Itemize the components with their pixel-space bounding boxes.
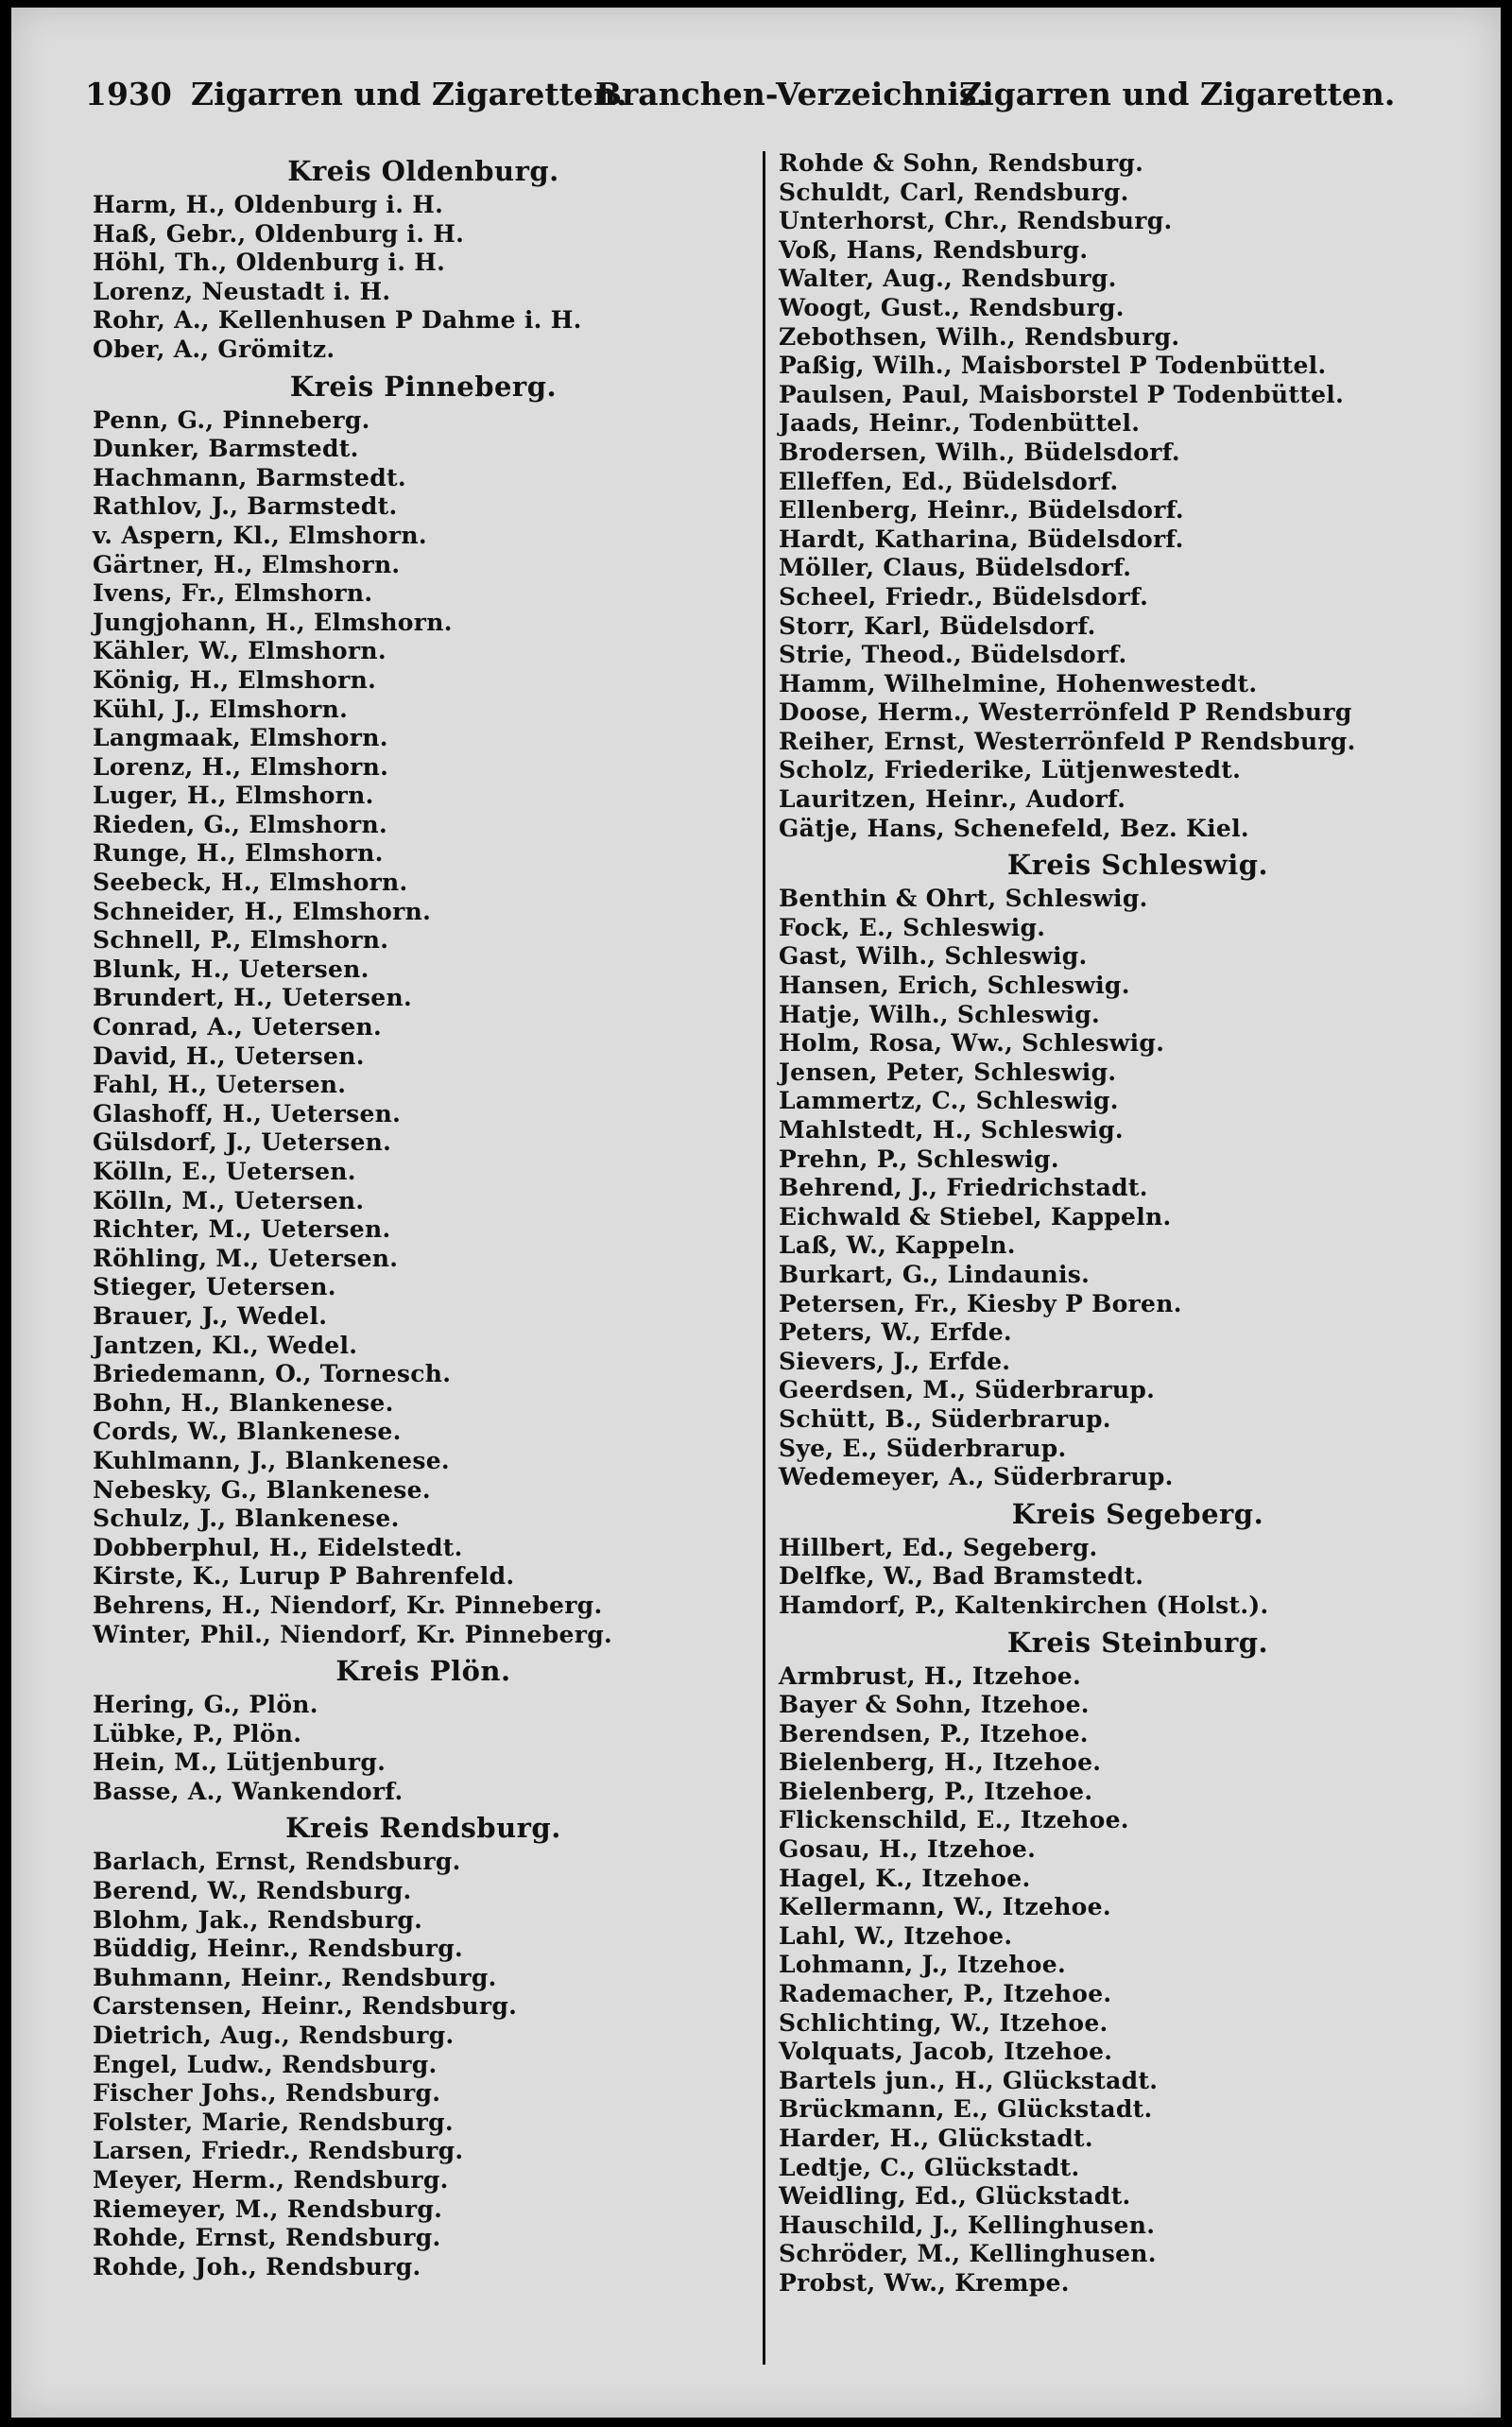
directory-entry: Burkart, G., Lindaunis. — [779, 1260, 1091, 1288]
directory-entry: Flickenschild, E., Itzehoe. — [779, 1806, 1129, 1834]
directory-entry: Röhling, M., Uetersen. — [93, 1244, 399, 1272]
directory-entry: Hachmann, Barmstedt. — [93, 463, 406, 491]
directory-entry: Lauritzen, Heinr., Audorf. — [779, 785, 1126, 814]
directory-entry: Hillbert, Ed., Segeberg. — [779, 1533, 1098, 1561]
directory-entry: Petersen, Fr., Kiesby P Boren. — [779, 1289, 1182, 1317]
directory-entry: Ivens, Fr., Elmshorn. — [93, 579, 373, 608]
directory-entry: Buhmann, Heinr., Rendsburg. — [93, 1963, 497, 1991]
directory-entry: Richter, M., Uetersen. — [93, 1215, 391, 1244]
directory-entry: Hauschild, J., Kellinghusen. — [779, 2211, 1156, 2239]
directory-entry: Rathlov, J., Barmstedt. — [93, 492, 398, 521]
directory-entry: Doose, Herm., Westerrönfeld P Rendsburg — [779, 698, 1352, 727]
district-heading: Kreis Steinburg. — [1006, 1626, 1269, 1659]
directory-entry: Bartels jun., H., Glückstadt. — [779, 2066, 1159, 2094]
directory-entry: Unterhorst, Chr., Rendsburg. — [779, 207, 1173, 235]
directory-entry: Kellermann, W., Itzehoe. — [779, 1893, 1111, 1921]
directory-entry: Eichwald & Stiebel, Kappeln. — [779, 1202, 1172, 1231]
directory-entry: Lübke, P., Plön. — [93, 1719, 302, 1747]
directory-entry: Paulsen, Paul, Maisborstel P Todenbüttel. — [779, 380, 1345, 408]
right-column — [779, 149, 1497, 2298]
directory-entry: Kölln, M., Uetersen. — [93, 1186, 365, 1214]
directory-entry: Geerdsen, M., Süderbrarup. — [779, 1376, 1156, 1404]
directory-entry: Sye, E., Süderbrarup. — [779, 1434, 1067, 1462]
directory-entry: Gülsdorf, J., Uetersen. — [93, 1128, 392, 1157]
directory-entry: Lohmann, J., Itzehoe. — [779, 1951, 1066, 1979]
directory-entry: Schnell, P., Elmshorn. — [93, 926, 389, 955]
district-section — [93, 155, 754, 365]
directory-entry: Kühl, J., Elmshorn. — [93, 695, 349, 723]
directory-entry: Paßig, Wilh., Maisborstel P Todenbüttel. — [779, 352, 1327, 380]
directory-entry: Prehn, P., Schleswig. — [779, 1145, 1059, 1173]
directory-entry: Luger, H., Elmshorn. — [93, 782, 374, 810]
directory-entry: Hamdorf, P., Kaltenkirchen (Holst.). — [779, 1591, 1269, 1619]
directory-entry: Zebothsen, Wilh., Rendsburg. — [779, 322, 1180, 351]
directory-entry: Scheel, Friedr., Büdelsdorf. — [779, 582, 1149, 611]
directory-entry: Cords, W., Blankenese. — [93, 1418, 402, 1446]
district-heading: Kreis Pinneberg. — [289, 370, 558, 403]
district-section — [779, 1627, 1497, 2298]
directory-entry: Voß, Hans, Rendsburg. — [779, 235, 1089, 264]
directory-entry: Lorenz, H., Elmshorn. — [93, 752, 389, 781]
directory-entry: Bielenberg, P., Itzehoe. — [779, 1777, 1093, 1805]
directory-entry: Gosau, H., Itzehoe. — [779, 1835, 1037, 1864]
directory-entry: Peters, W., Erfde. — [779, 1318, 1012, 1347]
directory-entry: Rohde, Joh., Rendsburg. — [93, 2252, 421, 2281]
directory-entry: Basse, A., Wankendorf. — [93, 1777, 404, 1805]
directory-entry: Rieden, G., Elmshorn. — [93, 810, 388, 838]
directory-entry: Volquats, Jacob, Itzehoe. — [779, 2038, 1113, 2066]
directory-entry: Fahl, H., Uetersen. — [93, 1071, 347, 1099]
directory-entry: Engel, Ludw., Rendsburg. — [93, 2050, 438, 2078]
directory-entry: Jungjohann, H., Elmshorn. — [93, 608, 453, 636]
column-divider — [763, 151, 765, 2365]
directory-entry: Reiher, Ernst, Westerrönfeld P Rendsburg. — [779, 727, 1356, 755]
directory-entry: v. Aspern, Kl., Elmshorn. — [93, 521, 427, 549]
directory-entry: Runge, H., Elmshorn. — [93, 839, 384, 868]
directory-entry: Penn, G., Pinneberg. — [93, 405, 370, 434]
directory-entry: Jantzen, Kl., Wedel. — [93, 1331, 358, 1359]
directory-entry: Schröder, M., Kellinghusen. — [779, 2240, 1157, 2268]
directory-entry: Bielenberg, H., Itzehoe. — [779, 1748, 1102, 1777]
directory-entry: Ellenberg, Heinr., Büdelsdorf. — [779, 496, 1184, 525]
directory-entry: Meyer, Herm., Rendsburg. — [93, 2166, 449, 2194]
directory-entry: Lammertz, C., Schleswig. — [779, 1087, 1119, 1115]
directory-entry: Harm, H., Oldenburg i. H. — [93, 191, 444, 218]
header-center-title: Branchen-Verzeichnis. — [595, 76, 988, 112]
directory-entry: Ober, A., Grömitz. — [93, 335, 335, 363]
directory-entry: Benthin & Ohrt, Schleswig. — [779, 885, 1148, 913]
directory-entry: Seebeck, H., Elmshorn. — [93, 869, 408, 897]
directory-entry: Schütt, B., Süderbrarup. — [779, 1404, 1111, 1433]
directory-entry: Langmaak, Elmshorn. — [93, 724, 388, 752]
directory-entry: Hering, G., Plön. — [93, 1691, 318, 1719]
directory-entry: Fischer Johs., Rendsburg. — [93, 2079, 441, 2108]
directory-entry: Brauer, J., Wedel. — [93, 1301, 328, 1330]
directory-entry: Büddig, Heinr., Rendsburg. — [93, 1935, 464, 1963]
directory-entry: Glashoff, H., Uetersen. — [93, 1099, 402, 1127]
directory-entry: Dobberphul, H., Eidelstedt. — [93, 1533, 463, 1561]
directory-entry: Rohde & Sohn, Rendsburg. — [779, 149, 1144, 177]
directory-entry: Briedemann, O., Tornesch. — [93, 1360, 452, 1388]
directory-entry: Probst, Ww., Krempe. — [779, 2268, 1070, 2297]
directory-entry: Fock, E., Schleswig. — [779, 913, 1046, 941]
directory-entry: Bohn, H., Blankenese. — [93, 1388, 394, 1417]
directory-entry: Armbrust, H., Itzehoe. — [779, 1661, 1082, 1690]
district-section — [93, 1812, 754, 2281]
directory-entry: Mahlstedt, H., Schleswig. — [779, 1116, 1124, 1144]
directory-entry: Brundert, H., Uetersen. — [93, 984, 412, 1012]
directory-entry: Kuhlmann, J., Blankenese. — [93, 1446, 450, 1474]
directory-entry: Schneider, H., Elmshorn. — [93, 897, 432, 925]
directory-entry: Hatje, Wilh., Schleswig. — [779, 1000, 1100, 1028]
directory-entry: Holm, Rosa, Ww., Schleswig. — [779, 1029, 1165, 1058]
directory-entry: Barlach, Ernst, Rendsburg. — [93, 1848, 461, 1876]
directory-entry: Kirste, K., Lurup P Bahrenfeld. — [93, 1562, 515, 1591]
header-right-title: Zigarren und Zigaretten. — [959, 76, 1396, 112]
directory-entry: Jaads, Heinr., Todenbüttel. — [779, 409, 1141, 438]
district-heading: Kreis Schleswig. — [1006, 849, 1269, 882]
directory-entry: Sievers, J., Erfde. — [779, 1347, 1011, 1375]
district-section — [779, 1498, 1497, 1621]
directory-entry: Brückmann, E., Glückstadt. — [779, 2095, 1153, 2124]
directory-page — [11, 8, 1501, 2418]
directory-entry: Jensen, Peter, Schleswig. — [779, 1058, 1117, 1086]
directory-entry: Laß, W., Kappeln. — [779, 1231, 1016, 1260]
district-section — [779, 849, 1497, 1491]
directory-entry: Hamm, Wilhelmine, Hohenwestedt. — [779, 669, 1258, 697]
directory-entry: Blunk, H., Uetersen. — [93, 955, 369, 983]
directory-entry: Gärtner, H., Elmshorn. — [93, 550, 401, 578]
directory-entry: Rademacher, P., Itzehoe. — [779, 1980, 1112, 2008]
directory-entry: Riemeyer, M., Rendsburg. — [93, 2195, 443, 2223]
directory-entry: Brodersen, Wilh., Büdelsdorf. — [779, 438, 1180, 466]
directory-entry: Woogt, Gust., Rendsburg. — [779, 293, 1125, 321]
district-heading: Kreis Segeberg. — [1011, 1497, 1264, 1530]
directory-entry: Berendsen, P., Itzehoe. — [779, 1719, 1089, 1747]
directory-entry: Hein, M., Lütjenburg. — [93, 1748, 387, 1777]
directory-entry: Haß, Gebr., Oldenburg i. H. — [93, 219, 465, 248]
district-heading: Kreis Oldenburg. — [287, 155, 559, 187]
directory-entry: Wedemeyer, A., Süderbrarup. — [779, 1463, 1174, 1491]
directory-entry: Carstensen, Heinr., Rendsburg. — [93, 1992, 518, 2021]
directory-entry: Winter, Phil., Niendorf, Kr. Pinneberg. — [93, 1620, 612, 1648]
directory-entry: Elleffen, Ed., Büdelsdorf. — [779, 467, 1119, 495]
directory-entry: Hardt, Katharina, Büdelsdorf. — [779, 525, 1184, 553]
directory-entry: Walter, Aug., Rendsburg. — [779, 265, 1117, 293]
directory-entry: Behrend, J., Friedrichstadt. — [779, 1174, 1148, 1202]
directory-entry: Hagel, K., Itzehoe. — [779, 1864, 1031, 1892]
district-heading: Kreis Rendsburg. — [285, 1812, 561, 1845]
district-section — [779, 149, 1497, 843]
directory-entry: Kölln, E., Uetersen. — [93, 1158, 356, 1185]
directory-entry: Conrad, A., Uetersen. — [93, 1013, 383, 1041]
directory-entry: Hansen, Erich, Schleswig. — [779, 972, 1130, 1000]
directory-entry: Rohde, Ernst, Rendsburg. — [93, 2224, 441, 2252]
directory-entry: Schlichting, W., Itzehoe. — [779, 2008, 1108, 2037]
directory-entry: Harder, H., Glückstadt. — [779, 2125, 1093, 2152]
directory-entry: Dietrich, Aug., Rendsburg. — [93, 2022, 455, 2050]
directory-entry: Kähler, W., Elmshorn. — [93, 637, 387, 665]
directory-entry: Delfke, W., Bad Bramstedt. — [779, 1562, 1144, 1591]
directory-entry: Gast, Wilh., Schleswig. — [779, 942, 1088, 971]
directory-entry: Lahl, W., Itzehoe. — [779, 1921, 1013, 1950]
header-left-title: Zigarren und Zigaretten. — [191, 76, 627, 112]
directory-entry: David, H., Uetersen. — [93, 1041, 365, 1070]
directory-entry: Folster, Marie, Rendsburg. — [93, 2108, 454, 2136]
directory-entry: Schulz, J., Blankenese. — [93, 1505, 400, 1533]
directory-entry: Dunker, Barmstedt. — [93, 435, 359, 463]
directory-entry: Larsen, Friedr., Rendsburg. — [93, 2137, 464, 2165]
district-section — [93, 370, 754, 1650]
directory-entry: Blohm, Jak., Rendsburg. — [93, 1905, 423, 1934]
directory-entry: Weidling, Ed., Glückstadt. — [779, 2182, 1131, 2211]
directory-entry: Strie, Theod., Büdelsdorf. — [779, 641, 1127, 669]
directory-entry: Storr, Karl, Büdelsdorf. — [779, 611, 1096, 640]
directory-entry: Scholz, Friederike, Lütjenwestedt. — [779, 756, 1242, 784]
directory-entry: König, H., Elmshorn. — [93, 665, 377, 694]
directory-entry: Höhl, Th., Oldenburg i. H. — [93, 249, 446, 277]
directory-entry: Berend, W., Rendsburg. — [93, 1877, 412, 1905]
left-column — [93, 149, 754, 2281]
directory-entry: Behrens, H., Niendorf, Kr. Pinneberg. — [93, 1591, 603, 1619]
directory-entry: Möller, Claus, Büdelsdorf. — [779, 554, 1132, 582]
directory-entry: Gätje, Hans, Schenefeld, Bez. Kiel. — [779, 814, 1249, 842]
district-section — [93, 1655, 754, 1806]
directory-entry: Stieger, Uetersen. — [93, 1273, 336, 1301]
directory-entry: Bayer & Sohn, Itzehoe. — [779, 1691, 1090, 1719]
page-number: 1930 — [85, 76, 172, 112]
district-heading: Kreis Plön. — [335, 1655, 511, 1688]
directory-entry: Lorenz, Neustadt i. H. — [93, 277, 391, 305]
directory-entry: Rohr, A., Kellenhusen P Dahme i. H. — [93, 306, 582, 335]
directory-entry: Nebesky, G., Blankenese. — [93, 1475, 431, 1504]
directory-entry: Schuldt, Carl, Rendsburg. — [779, 178, 1129, 206]
page-header — [85, 76, 1396, 129]
directory-entry: Ledtje, C., Glückstadt. — [779, 2153, 1080, 2181]
